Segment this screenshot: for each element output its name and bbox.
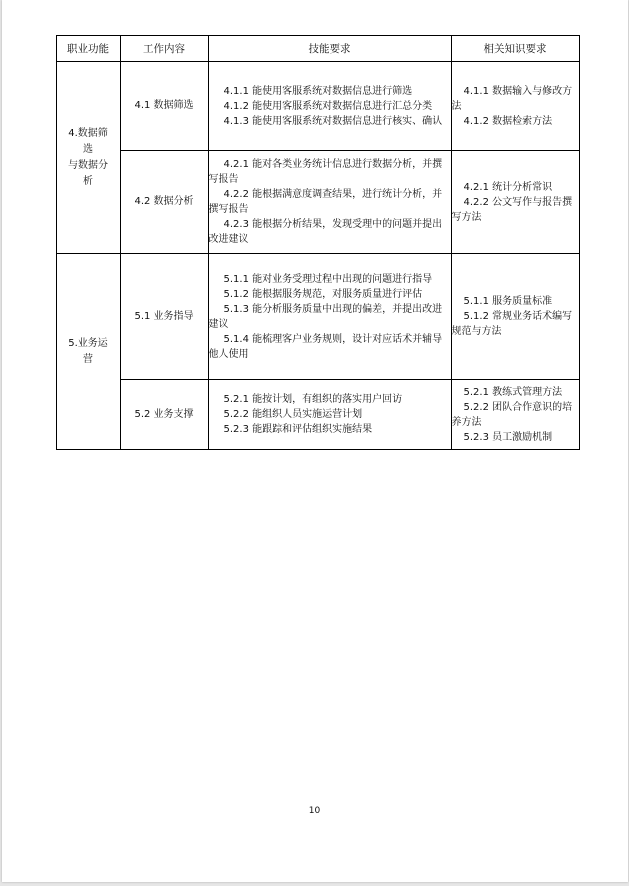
page-number: 10 [308, 806, 321, 816]
function-line: 营 [83, 353, 93, 365]
skill-item: 4.2.2 能根据满意度调查结果，进行统计分析，并撰写报告 [208, 189, 443, 215]
table-row [56, 254, 579, 380]
knowledge-item: 5.1.1 服务质量标准 [463, 296, 553, 307]
skill-item: 4.1.2 能使用客服系统对数据信息进行汇总分类 [223, 100, 433, 112]
knowledge-item: 5.2.1 教练式管理方法 [463, 386, 563, 398]
table-row [56, 380, 579, 450]
knowledge-item: 5.2.2 团队合作意识的培养方法 [451, 401, 573, 428]
skill-item: 5.1.4 能梳理客户业务规则，设计对应话术并辅导他人使用 [208, 333, 443, 360]
skill-item: 5.2.3 能跟踪和评估组织实施结果 [223, 424, 373, 435]
document-page [2, 0, 628, 882]
knowledge-item: 4.1.1 数据输入与修改方法 [451, 85, 573, 112]
skills-cell [208, 254, 451, 380]
skills-cell [208, 62, 451, 151]
skill-item: 4.1.1 能使用客服系统对数据信息进行筛选 [223, 85, 413, 97]
knowledge-cell [451, 254, 579, 380]
knowledge-cell [451, 380, 579, 450]
header-knowledge-requirements: 相关知识要求 [451, 36, 579, 62]
skills-cell [208, 380, 451, 450]
knowledge-cell [451, 62, 579, 151]
work-content-cell: 5.1 业务指导 [120, 254, 208, 380]
header-skill-requirements: 技能要求 [208, 36, 451, 62]
skill-item: 4.2.3 能根据分析结果，发现受理中的问题并提出改进建议 [208, 219, 443, 245]
header-function: 职业功能 [56, 36, 120, 62]
knowledge-item: 4.2.1 统计分析常识 [463, 181, 553, 193]
skills-cell [208, 151, 451, 254]
function-line: 5.业务运 [68, 337, 108, 349]
knowledge-item: 4.2.2 公文写作与报告撰写方法 [451, 196, 573, 223]
work-content-cell: 5.2 业务支撑 [120, 380, 208, 450]
knowledge-item: 5.1.2 常规业务话术编写规范与方法 [451, 311, 573, 337]
table-row [56, 62, 579, 151]
work-content-cell: 4.1 数据筛选 [120, 62, 208, 151]
table-row [56, 151, 579, 254]
knowledge-item: 5.2.3 员工激励机制 [463, 431, 553, 443]
function-cell-data-analysis [56, 62, 120, 254]
skill-item: 5.1.1 能对业务受理过程中出现的问题进行指导 [223, 273, 433, 285]
skill-item: 5.1.3 能分析服务质量中出现的偏差，并提出改进建议 [208, 303, 443, 330]
header-work-content: 工作内容 [120, 36, 208, 62]
table-header-row [56, 36, 579, 62]
function-cell-business-operations [56, 254, 120, 450]
work-content-cell: 4.2 数据分析 [120, 151, 208, 254]
function-line: 选 [83, 143, 93, 155]
function-line: 析 [83, 175, 93, 187]
knowledge-item: 4.1.2 数据检索方法 [463, 115, 553, 127]
function-line: 4.数据筛 [68, 127, 108, 139]
skills-table [56, 35, 580, 450]
skill-item: 5.1.2 能根据服务规范，对服务质量进行评估 [223, 288, 423, 300]
function-line: 与数据分 [68, 159, 108, 171]
skill-item: 5.2.2 能组织人员实施运营计划 [223, 409, 363, 420]
skill-item: 5.2.1 能按计划，有组织的落实用户回访 [223, 394, 403, 405]
knowledge-cell [451, 151, 579, 254]
skill-item: 4.2.1 能对各类业务统计信息进行数据分析，并撰写报告 [208, 159, 443, 185]
skill-item: 4.1.3 能使用客服系统对数据信息进行核实、确认 [223, 115, 443, 127]
